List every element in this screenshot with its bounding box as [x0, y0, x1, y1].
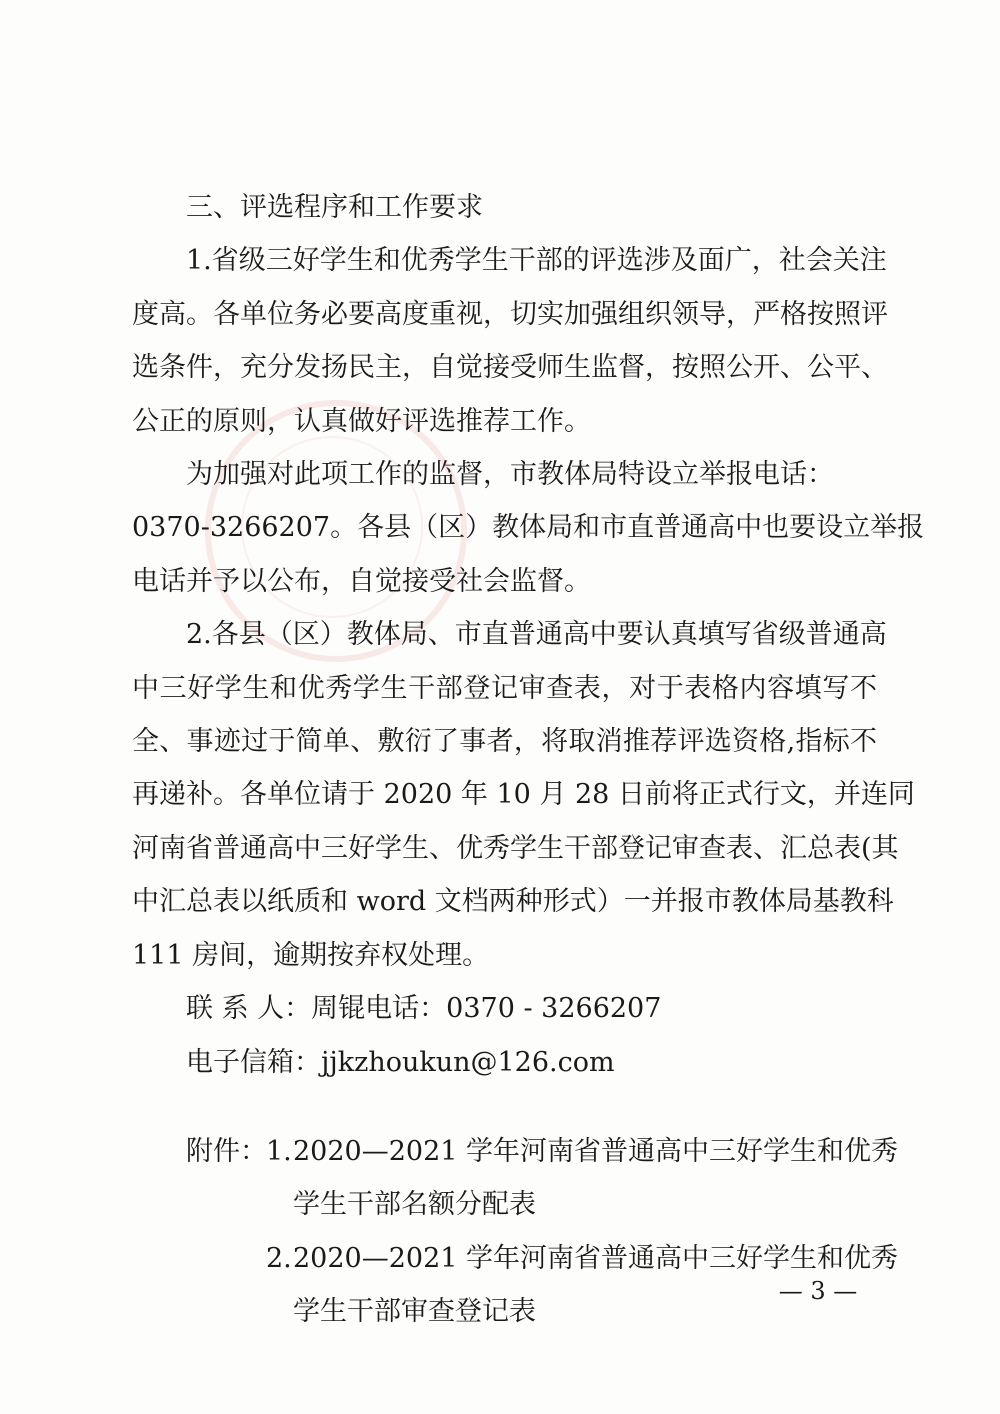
paragraph-line: 2.各县（区）教体局、市直普通高中要认真填写省级普通高 — [186, 619, 887, 651]
paragraph-line: 度高。各单位务必要高度重视，切实加强组织领导，严格按照评 — [132, 298, 888, 330]
attachments-label: 附件： — [186, 1135, 267, 1167]
paragraph-line: 0370-3266207。各县（区）教体局和市直普通高中也要设立举报 — [132, 512, 925, 544]
attachments — [132, 1125, 899, 1339]
attachment-title: 2020—2021 学年河南省普通高中三好学生和优秀 — [293, 1135, 899, 1167]
page-number: — 3 — — [778, 1277, 858, 1305]
contact-email: 电子信箱：jjkzhoukun@126.com — [186, 1046, 615, 1078]
paragraph-line: 电话并予以公布，自觉接受社会监督。 — [132, 565, 591, 597]
paragraph-3 — [132, 608, 915, 982]
attachment-title-continued: 学生干部审查登记表 — [293, 1296, 536, 1328]
paragraph-line: 河南省普通高中三好学生、优秀学生干部登记审查表、汇总表(其 — [132, 832, 899, 864]
paragraph-line: 公正的原则，认真做好评选推荐工作。 — [132, 405, 591, 437]
paragraph-line: 再递补。各单位请于 2020 年 10 月 28 日前将正式行文，并连同 — [132, 779, 915, 811]
paragraph-line: 中三好学生和优秀学生干部登记审查表，对于表格内容填写不 — [132, 672, 877, 704]
paragraph-line: 中汇总表以纸质和 word 文档两种形式）一并报市教体局基教科 — [132, 886, 894, 918]
paragraph-line: 选条件，充分发扬民主，自觉接受师生监督，按照公开、公平、 — [132, 352, 888, 384]
attachment-item-2 — [132, 1232, 899, 1285]
attachment-title: 2020—2021 学年河南省普通高中三好学生和优秀 — [293, 1242, 899, 1274]
attachment-number: 2. — [266, 1242, 292, 1274]
attachment-item-1 — [132, 1125, 899, 1178]
contact-person: 联 系 人：周锟电话：0370 - 3266207 — [186, 993, 662, 1025]
paragraph-line: 全、事迹过于简单、敷衍了事者，将取消推荐评选资格,指标不 — [132, 726, 877, 758]
paragraph-2 — [132, 448, 925, 608]
attachment-title-continued: 学生干部名额分配表 — [293, 1189, 536, 1221]
paragraph-line: 为加强对此项工作的监督，市教体局特设立举报电话： — [186, 459, 834, 491]
attachment-number: 1. — [266, 1135, 292, 1167]
paragraph-line: 1.省级三好学生和优秀学生干部的评选涉及面广，社会关注 — [186, 245, 887, 277]
paragraph-line: 111 房间，逾期按弃权处理。 — [132, 939, 490, 971]
spacer — [132, 1089, 877, 1125]
section-heading: 三、评选程序和工作要求 — [186, 192, 483, 223]
document-body — [132, 181, 925, 1339]
paragraph-1 — [132, 234, 888, 448]
